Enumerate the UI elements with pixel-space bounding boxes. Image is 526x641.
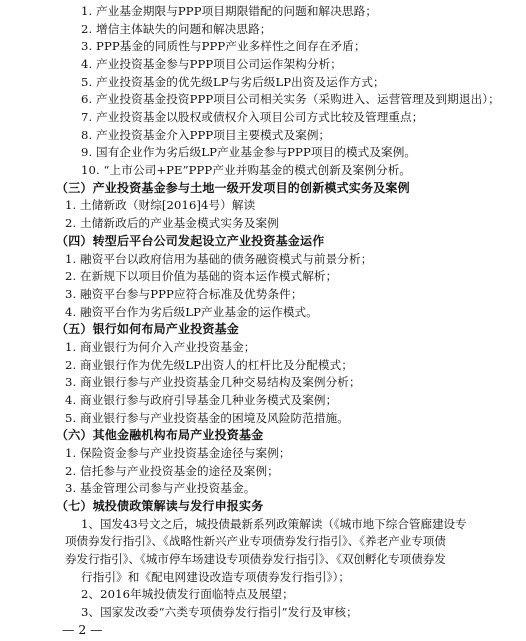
section-heading: （三）产业投资基金参与土地一级开发项目的创新模式实务及案例: [56, 180, 410, 195]
paragraph-line-hidden-overflow: 券发行指引》、《城市停车场建设专项债券发行指引》、《双创孵化专项债券发: [65, 552, 446, 566]
list-item: 9. 国有企业作为劣后级LP产业基金参与PPP项目的模式及案例。: [81, 145, 417, 160]
list-item: 行指引》和《配电网建设改造专项债券发行指引》）；: [81, 569, 351, 584]
list-item: 1. 产业基金期限与PPP项目期限错配的问题和解决思路；: [81, 4, 378, 18]
list-item: 4. 产业投资基金参与PPP项目公司运作架构分析；: [81, 57, 342, 71]
section-heading: （五）银行如何布局产业投资基金: [56, 322, 240, 337]
list-item: 7. 产业投资基金以股权或债权介入项目公司方式比较及管理重点；: [81, 110, 424, 125]
list-item: 3. 商业银行参与产业投资基金几种交易结构及案例分析；: [65, 375, 361, 390]
list-item: 1. 保险资金参与产业投资基金途径与案例；: [65, 445, 291, 460]
list-item: 4. 融资平台作为劣后级LP产业基金的运作模式。: [65, 304, 318, 319]
list-item: 2. 信托参与产业投资基金的途径及案例；: [65, 463, 279, 478]
list-item: 1. 融资平台以政府信用为基础的债务融资模式与前景分析；: [65, 251, 373, 266]
list-item: 3. 基金管理公司参与产业投资基金。: [65, 481, 256, 496]
list-item: 1. 土储新政（财综[2016]4号）解读: [65, 198, 256, 213]
list-item: 3. 融资平台参与PPP应符合标准及优势条件；: [65, 286, 303, 301]
paragraph-line: 1、国发43号文之后，城投债最新系列政策解读（《城市地下综合管廊建设专: [81, 516, 467, 531]
page-number: — 2 —: [62, 622, 103, 637]
list-item: 5. 商业银行参与产业投资基金的困境及风险防范措施。: [65, 410, 350, 425]
section-heading: （七）城投债政策解读与发行申报实务: [56, 498, 264, 513]
list-item: 3、国家发改委“六类专项债券发行指引”发行及审核；: [81, 605, 358, 619]
section-heading: （四）转型后平台公司发起设立产业投资基金运作: [56, 233, 325, 248]
paragraph-line: 项债券发行指引》、《战略性新兴产业专项债券发行指引》、《养老产业专项债: [65, 534, 446, 549]
list-item: 3. PPP基金的同质性与PPP产业多样性之间存在矛盾；: [81, 39, 366, 54]
list-item: 1. 商业银行为何介入产业投资基金；: [65, 339, 256, 354]
list-item: 8. 产业投资基金介入PPP项目主要模式及案例；: [81, 127, 331, 142]
list-item: 6. 产业投资基金投资PPP项目公司相关实务（采购进入、运营管理及到期退出）；: [81, 92, 500, 107]
list-item: 4. 商业银行参与政府引导基金几种业务模式及案例；: [65, 392, 338, 407]
list-item: 5. 产业投资基金的优先级LP与劣后级LP出资及运作方式；: [81, 74, 385, 89]
list-item: 2. 增信主体缺失的问题和解决思路；: [81, 21, 272, 36]
list-item: 2. 在新规下以项目价值为基础的资本运作模式解析；: [65, 269, 338, 284]
list-item: 2、2016年城投债发行面临特点及展望；: [81, 587, 294, 602]
list-item: 10. “上市公司+PE”PPP产业并购基金的模式创新及案例分析。: [81, 163, 412, 178]
section-heading: （六）其他金融机构布局产业投资基金: [56, 428, 264, 443]
list-item: 2. 土储新政后的产业基金模式实务及案例: [65, 216, 279, 231]
list-item: 2. 商业银行作为优先级LP出资人的杠杆比及分配模式；: [65, 357, 354, 372]
